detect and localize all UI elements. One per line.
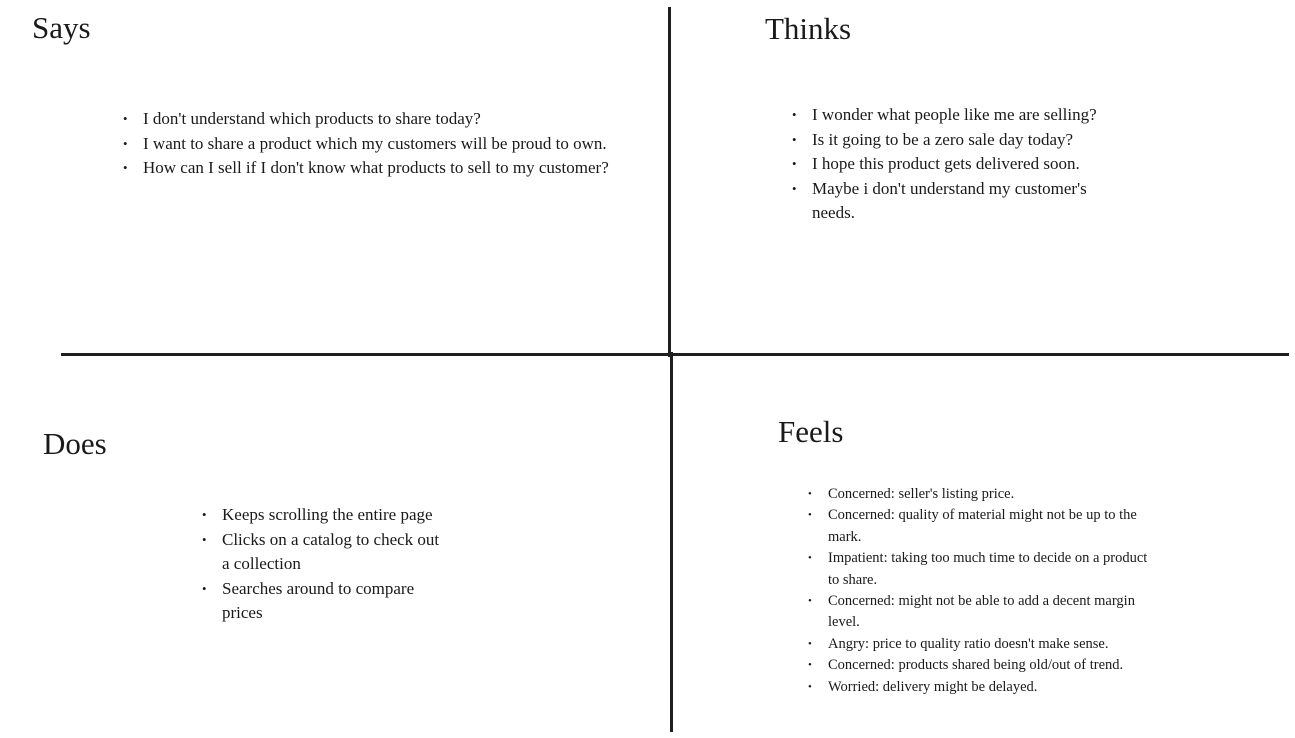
thinks-item: • Is it going to be a zero sale day today?	[792, 128, 1102, 153]
says-item: • I want to share a product which my customers will be proud to own.	[123, 132, 623, 157]
feels-item: • Angry: price to quality ratio doesn't make sense.	[808, 634, 1158, 655]
does-item: • Keeps scrolling the entire page	[202, 503, 447, 528]
says-item: • I don't understand which products to share today?	[123, 107, 623, 132]
thinks-item: • I hope this product gets delivered soon.	[792, 152, 1102, 177]
feels-item: • Impatient: taking too much time to decide on a product to share.	[808, 548, 1158, 591]
feels-list	[808, 484, 1158, 698]
does-item: • Searches around to compare prices	[202, 577, 447, 626]
vertical-divider-bottom	[670, 352, 673, 732]
says-list	[123, 107, 623, 181]
does-heading: Does	[43, 426, 107, 461]
horizontal-divider	[61, 353, 1289, 356]
thinks-item: • Maybe i don't understand my customer's needs.	[792, 177, 1102, 226]
feels-item: • Concerned: seller's listing price.	[808, 484, 1158, 505]
thinks-list	[792, 103, 1102, 226]
feels-item: • Concerned: might not be able to add a decent margin level.	[808, 591, 1158, 634]
vertical-divider-top	[668, 7, 671, 357]
feels-heading: Feels	[778, 414, 844, 449]
thinks-item: • I wonder what people like me are selling?	[792, 103, 1102, 128]
does-list	[202, 503, 447, 626]
feels-item: • Concerned: products shared being old/out of trend.	[808, 655, 1158, 676]
does-item: • Clicks on a catalog to check out a collection	[202, 528, 447, 577]
feels-item: • Concerned: quality of material might not be up to the mark.	[808, 505, 1158, 548]
feels-item: • Worried: delivery might be delayed.	[808, 677, 1158, 698]
says-heading: Says	[32, 10, 91, 45]
thinks-heading: Thinks	[765, 11, 852, 46]
says-item: • How can I sell if I don't know what products to sell to my customer?	[123, 156, 623, 181]
